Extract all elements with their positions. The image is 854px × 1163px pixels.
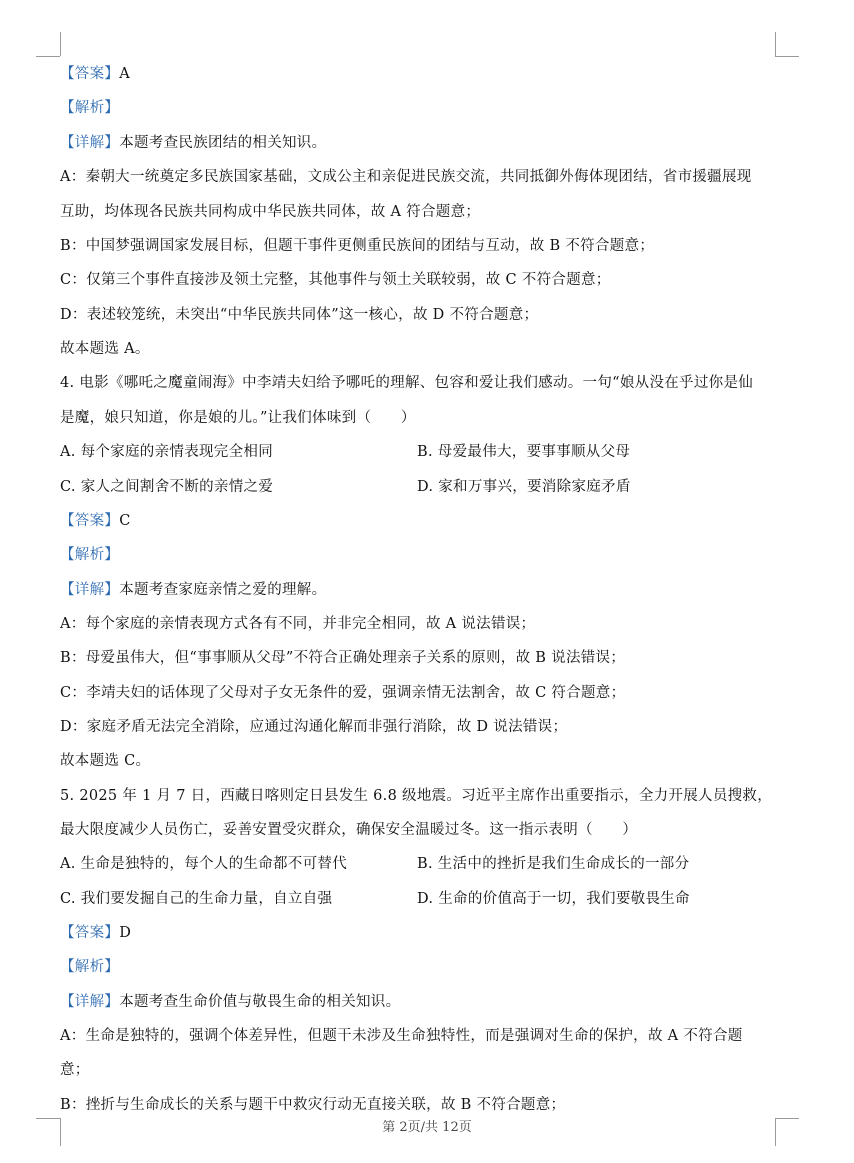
paragraph-line: B：挫折与生命成长的关系与题干中救灾行动无直接关联，故 B 不符合题意； bbox=[60, 1097, 566, 1113]
analysis-line bbox=[60, 98, 119, 118]
option-b: B. 生活中的挫折是我们生命成长的一部分 bbox=[417, 856, 690, 872]
detail-line bbox=[60, 580, 326, 600]
detail-tag: 【详解】 bbox=[60, 135, 120, 151]
paragraph-line: 故本题选 A。 bbox=[60, 341, 150, 357]
analysis-tag: 【解析】 bbox=[60, 547, 120, 563]
detail-line bbox=[60, 133, 326, 153]
question-line: 4. 电影《哪吒之魔童闹海》中李靖夫妇给予哪吒的理解、包容和爱让我们感动。一句“娘从没在乎过你是仙 bbox=[60, 375, 754, 391]
answer-tag: 【答案】 bbox=[60, 925, 120, 941]
answer-line bbox=[60, 64, 130, 84]
detail-tag: 【详解】 bbox=[60, 994, 120, 1010]
detail-line bbox=[60, 992, 400, 1012]
paragraph-line: B：母爱虽伟大，但“事事顺从父母”不符合正确处理亲子关系的原则，故 B 说法错误； bbox=[60, 650, 626, 666]
question-line: 是魔，娘只知道，你是娘的儿。”让我们体味到（ ） bbox=[60, 410, 416, 426]
option-d: D. 家和万事兴，要消除家庭矛盾 bbox=[417, 479, 631, 495]
question-line: 5. 2025 年 1 月 7 日，西藏日喀则定日县发生 6.8 级地震。习近平主席作出重要指示，全力开展人员搜救， bbox=[60, 788, 773, 804]
detail-text: 本题考查民族团结的相关知识。 bbox=[119, 135, 327, 151]
analysis-line bbox=[60, 957, 119, 977]
paragraph-line: C：仅第三个事件直接涉及领土完整，其他事件与领土关联较弱，故 C 不符合题意； bbox=[60, 272, 611, 288]
paragraph-line: C：李靖夫妇的话体现了父母对子女无条件的爱，强调亲情无法割舍，故 C 符合题意； bbox=[60, 685, 626, 701]
answer-value: D bbox=[119, 925, 132, 941]
paragraph-line: A：秦朝大一统奠定多民族国家基础，文成公主和亲促进民族交流，共同抵御外侮体现团结，省市援疆展现 bbox=[60, 169, 752, 185]
paragraph-line: B：中国梦强调国家发展目标，但题干事件更侧重民族间的团结与互动，故 B 不符合题意； bbox=[60, 238, 655, 254]
paragraph-line: D：家庭矛盾无法完全消除，应通过沟通化解而非强行消除，故 D 说法错误； bbox=[60, 719, 568, 735]
option-b: B. 母爱最伟大，要事事顺从父母 bbox=[417, 444, 631, 460]
analysis-line bbox=[60, 545, 119, 565]
answer-line bbox=[60, 511, 131, 531]
paragraph-line: 互助，均体现各民族共同构成中华民族共同体，故 A 符合题意； bbox=[60, 204, 481, 220]
paragraph-line: A：每个家庭的亲情表现方式各有不同，并非完全相同，故 A 说法错误； bbox=[60, 616, 536, 632]
paragraph-line: 故本题选 C。 bbox=[60, 753, 151, 769]
answer-tag: 【答案】 bbox=[60, 513, 120, 529]
crop-mark-top-right bbox=[775, 56, 799, 57]
page-number-footer: 第 2页/共 12页 bbox=[382, 1120, 472, 1135]
paragraph-line: 意； bbox=[60, 1062, 90, 1078]
answer-value: A bbox=[119, 66, 130, 82]
detail-tag: 【详解】 bbox=[60, 582, 120, 598]
answer-line bbox=[60, 923, 131, 943]
question-line: 最大限度减少人员伤亡，妥善安置受灾群众，确保安全温暖过冬。这一指示表明（ ） bbox=[60, 822, 638, 838]
option-c: C. 我们要发掘自己的生命力量，自立自强 bbox=[60, 891, 333, 907]
analysis-tag: 【解析】 bbox=[60, 959, 120, 975]
paragraph-line: D：表述较笼统，未突出“中华民族共同体”这一核心，故 D 不符合题意； bbox=[60, 307, 539, 323]
answer-tag: 【答案】 bbox=[60, 66, 120, 82]
option-d: D. 生命的价值高于一切，我们要敬畏生命 bbox=[417, 891, 690, 907]
analysis-tag: 【解析】 bbox=[60, 100, 120, 116]
detail-text: 本题考查家庭亲情之爱的理解。 bbox=[119, 582, 327, 598]
detail-text: 本题考查生命价值与敬畏生命的相关知识。 bbox=[119, 994, 401, 1010]
crop-mark-top-left bbox=[60, 32, 61, 56]
answer-value: C bbox=[119, 513, 131, 529]
crop-mark-top-right bbox=[775, 32, 776, 56]
option-a: A. 生命是独特的，每个人的生命都不可替代 bbox=[60, 856, 348, 872]
paragraph-line: A：生命是独特的，强调个体差异性，但题干未涉及生命独特性，而是强调对生命的保护，故 A 不符合题 bbox=[60, 1028, 743, 1044]
option-c: C. 家人之间割舍不断的亲情之爱 bbox=[60, 479, 274, 495]
option-a: A. 每个家庭的亲情表现完全相同 bbox=[60, 444, 274, 460]
crop-mark-top-left bbox=[36, 56, 60, 57]
